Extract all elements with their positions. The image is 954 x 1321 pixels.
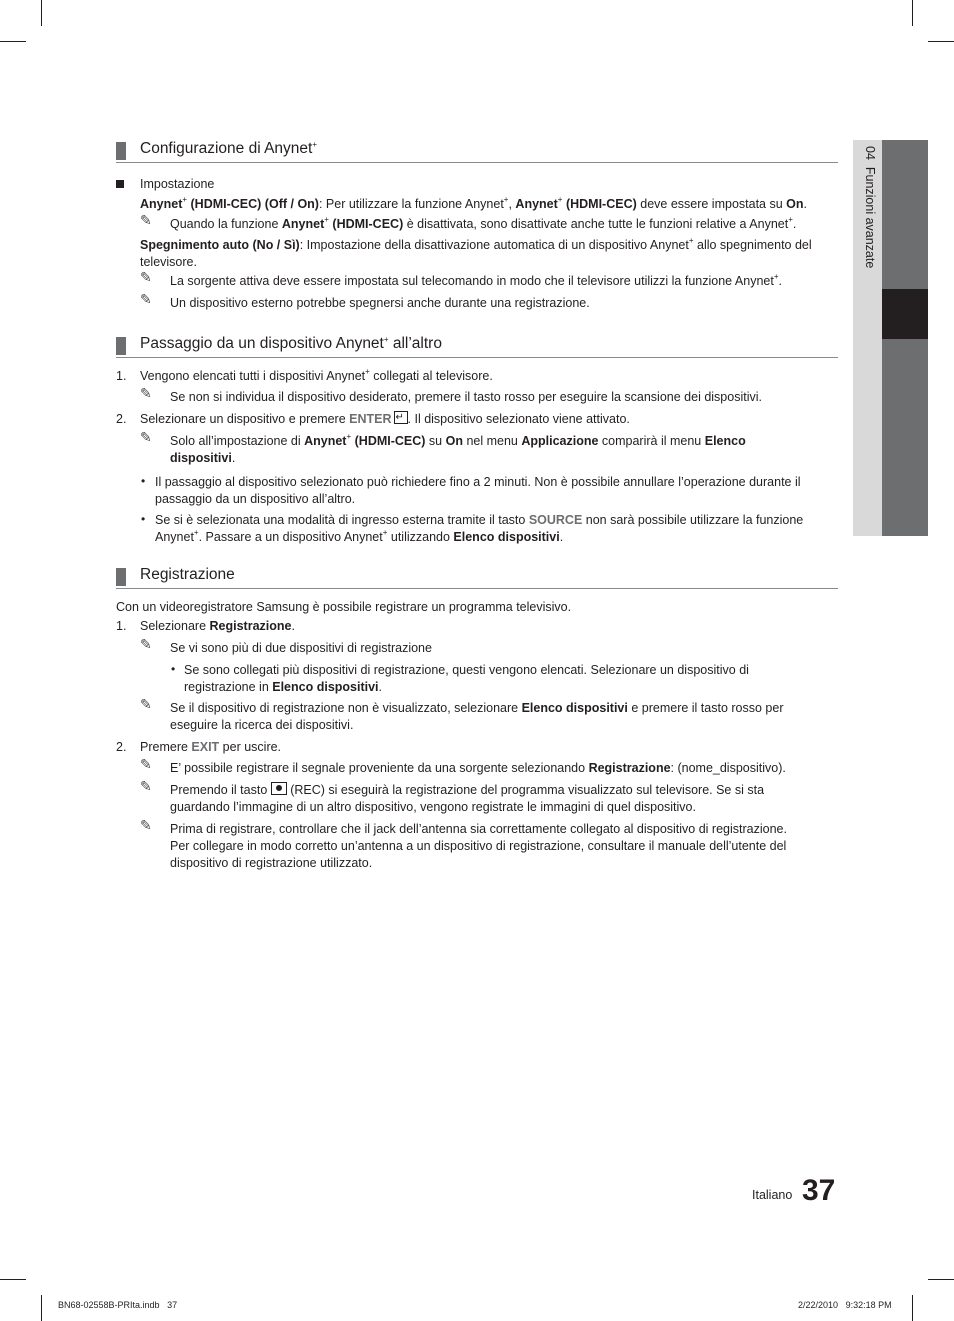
setting-auto-off-line-cont: televisore.: [140, 255, 197, 269]
bullet-text: Se si è selezionata una modalità di ingresso esterna tramite il tasto SOURCE non sarà possibile utilizzare la funzione: [155, 513, 804, 527]
bullet-text-cont: registrazione in Elenco dispositivi.: [184, 680, 383, 694]
note-icon: ✎: [140, 212, 152, 228]
crop-mark: [928, 1279, 954, 1280]
note-icon: ✎: [140, 636, 152, 652]
print-slug-file: BN68-02558B-PRIta.indb 37: [58, 1300, 178, 1310]
note-text-cont: dispositivo di registrazione utilizzato.: [170, 856, 373, 870]
note-text-cont: Per collegare in modo corretto un’antenna a un dispositivo di registrazione, consultare il manuale dell’utente del: [170, 839, 787, 853]
step-text: Selezionare un dispositivo e premere ENTER↵ . Il dispositivo selezionato viene attivato.: [140, 411, 630, 428]
note-text-cont: dispositivi.: [170, 451, 236, 465]
note-icon: ✎: [140, 756, 152, 772]
print-slug-date: 2/22/2010 9:32:18 PM: [798, 1300, 892, 1310]
section-title: Registrazione: [140, 566, 235, 583]
note-text: Solo all’impostazione di Anynet+ (HDMI-CEC) su On nel menu Applicazione comparirà il menu Elenco: [170, 432, 746, 448]
step-number: 1.: [116, 619, 127, 633]
rec-button-icon: [271, 782, 287, 795]
crop-mark: [0, 1279, 26, 1280]
setting-anynet-line: Anynet+ (HDMI-CEC) (Off / On): Per utilizzare la funzione Anynet+, Anynet+ (HDMI-CEC) deve essere impostata su On.: [140, 195, 807, 211]
note-icon: ✎: [140, 696, 152, 712]
square-bullet-icon: [116, 180, 124, 188]
bullet-text-cont: passaggio da un dispositivo all’altro.: [155, 492, 356, 506]
bullet-text-cont: Anynet+. Passare a un dispositivo Anynet+ utilizzando Elenco dispositivi.: [155, 528, 564, 544]
note-text: Quando la funzione Anynet+ (HDMI-CEC) è disattivata, sono disattivate anche tutte le funzioni relative a Anynet+.: [170, 215, 797, 231]
note-text: Un dispositivo esterno potrebbe spegnersi anche durante una registrazione.: [170, 296, 590, 310]
crop-mark: [0, 41, 26, 42]
step-number: 2.: [116, 740, 127, 754]
step-text: Selezionare Registrazione.: [140, 619, 295, 633]
step-number: 2.: [116, 412, 127, 426]
chapter-number: 04: [863, 146, 877, 160]
section-bar: [116, 337, 126, 355]
step-text: Vengono elencati tutti i dispositivi Anynet+ collegati al televisore.: [140, 367, 493, 383]
note-icon: ✎: [140, 778, 152, 794]
crop-mark: [912, 1295, 913, 1321]
note-icon: ✎: [140, 385, 152, 401]
section-title: Passaggio da un dispositivo Anynet+ all’altro: [140, 335, 442, 352]
note-text: E’ possibile registrare il segnale proveniente da una sorgente selezionando Registrazione: (nome_dispositivo).: [170, 761, 786, 775]
bullet: •: [141, 474, 146, 488]
section-bar: [116, 568, 126, 586]
note-text: Prima di registrare, controllare che il jack dell’antenna sia correttamente collegato al dispositivo di registrazione.: [170, 822, 787, 836]
note-text: Se vi sono più di due dispositivi di registrazione: [170, 641, 432, 655]
chapter-title: Funzioni avanzate: [863, 166, 877, 269]
note-icon: ✎: [140, 269, 152, 285]
subsection-title: Impostazione: [140, 177, 215, 191]
section-anynet-setup-header: [116, 140, 838, 163]
note-text: Premendo il tasto (REC) si eseguirà la registrazione del programma visualizzato sul televisore. Se si sta: [170, 783, 765, 797]
step-number: 1.: [116, 369, 127, 383]
page-number: 37: [802, 1174, 836, 1207]
footer-language: Italiano: [752, 1188, 793, 1202]
note-text-cont: eseguire la ricerca dei dispositivi.: [170, 718, 354, 732]
section-bar: [116, 142, 126, 160]
note-text: Se non si individua il dispositivo desiderato, premere il tasto rosso per eseguire la scansione dei dispositivi.: [170, 390, 762, 404]
chapter-tab-marker: [882, 289, 928, 339]
bullet: •: [171, 662, 176, 676]
intro-text: Con un videoregistratore Samsung è possibile registrare un programma televisivo.: [116, 600, 572, 614]
crop-mark: [912, 0, 913, 26]
crop-mark: [928, 41, 954, 42]
bullet: •: [141, 512, 146, 526]
bullet-text: Se sono collegati più dispositivi di registrazione, questi vengono elencati. Selezionare un dispositivo di: [184, 663, 749, 677]
step-text: Premere EXIT per uscire.: [140, 740, 282, 754]
section-switch-device-header: [116, 335, 838, 358]
crop-mark: [41, 0, 42, 26]
note-icon: ✎: [140, 291, 152, 307]
crop-mark: [41, 1295, 42, 1321]
note-text: La sorgente attiva deve essere impostata sul telecomando in modo che il televisore utilizzi la funzione Anynet+.: [170, 272, 782, 288]
enter-icon: [394, 411, 408, 424]
note-icon: ✎: [140, 429, 152, 445]
note-text-cont: guardando l’immagine di un altro dispositivo, vengono registrate le immagini di quel dispositivo.: [170, 800, 696, 814]
section-title: Configurazione di Anynet+: [140, 140, 318, 157]
bullet-text: Il passaggio al dispositivo selezionato può richiedere fino a 2 minuti. Non è possibile annullare l’operazione durante il: [155, 475, 801, 489]
note-text: Se il dispositivo di registrazione non è visualizzato, selezionare Elenco dispositivi e premere il tasto rosso per: [170, 701, 784, 715]
section-recording-header: [116, 566, 838, 589]
setting-auto-off-line: Spegnimento auto (No / Sì): Impostazione della disattivazione automatica di un dispositivo Anynet+ allo spegnimento del: [140, 236, 812, 252]
chapter-tab-label: [863, 146, 877, 306]
note-icon: ✎: [140, 817, 152, 833]
